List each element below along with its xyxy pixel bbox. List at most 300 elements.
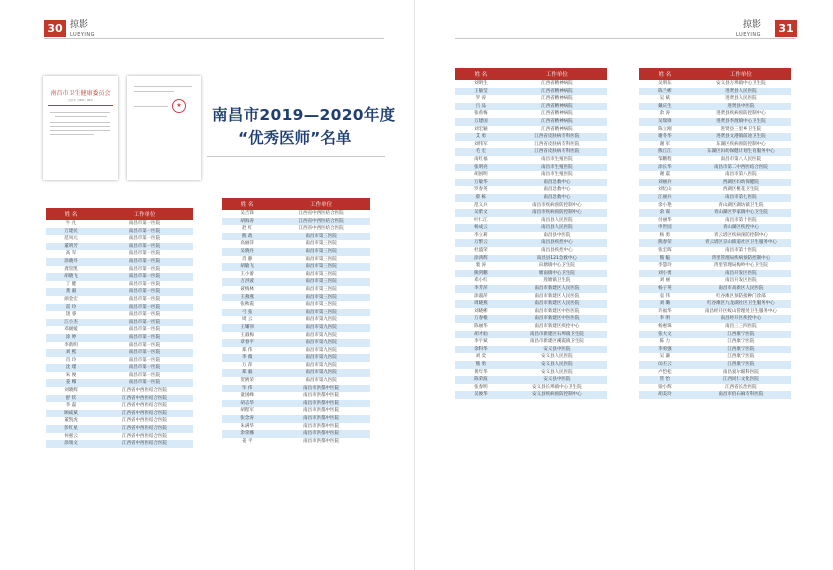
- title-rule: [207, 156, 385, 157]
- table-row: [455, 331, 607, 339]
- unit-cell: 红谷滩区预防接种门诊部: [691, 293, 791, 301]
- unit-cell: 安义县长埠镇中心卫生院: [507, 384, 607, 392]
- name-cell: 吕 品: [455, 103, 507, 111]
- unit-cell: 塘南镇中心卫生院: [507, 270, 607, 278]
- unit-cell: 江西省中西医结合医院: [96, 410, 193, 418]
- name-cell: 罗春英: [455, 186, 507, 194]
- name-cell: 董凯虎: [46, 417, 96, 425]
- header-unit: 工作单位: [96, 208, 193, 220]
- unit-cell: 湾里管理局梅岭中心卫生院: [691, 262, 791, 270]
- name-cell: 陈兰彬: [639, 88, 691, 96]
- name-cell: 刘 璐: [639, 300, 691, 308]
- unit-cell: 江西省精神病院: [507, 95, 607, 103]
- table-row: [46, 266, 193, 274]
- unit-cell: 南昌市第九医院: [272, 354, 370, 362]
- unit-cell: 东湖区妇幼保健计划生育服务中心: [691, 148, 791, 156]
- unit-cell: 南昌市第三医院: [272, 278, 370, 286]
- unit-cell: 南昌爱尔眼科医院: [691, 369, 791, 377]
- name-cell: 刘晓彬: [455, 308, 507, 316]
- table-row: [639, 270, 791, 278]
- section-subtitle: LUEYING: [70, 32, 95, 38]
- unit-cell: 进贤县李渡镇中心卫生院: [691, 118, 791, 126]
- table-row: [639, 315, 791, 323]
- table-row: [46, 387, 193, 395]
- name-cell: 胡国明: [455, 171, 507, 179]
- unit-cell: 江西省精神病院: [507, 126, 607, 134]
- table-row: [639, 262, 791, 270]
- name-cell: 熊春荣: [639, 239, 691, 247]
- table-row: [455, 277, 607, 285]
- text-line: [55, 116, 107, 117]
- unit-cell: 江西康宁医院: [691, 346, 791, 354]
- unit-cell: 进贤县中医院: [691, 103, 791, 111]
- name-cell: 涂鸿辉: [455, 255, 507, 263]
- name-cell: 陈荣波: [455, 376, 507, 384]
- name-cell: 李 明: [639, 315, 691, 323]
- page-number-badge: 31: [775, 20, 797, 37]
- name-cell: 闵丕云: [639, 361, 691, 369]
- name-cell: 万繁云: [455, 239, 507, 247]
- doctor-table-3: [455, 68, 607, 399]
- unit-cell: 南昌市第一医院: [96, 342, 193, 350]
- name-cell: 艾 勇: [455, 133, 507, 141]
- name-cell: 王淑梅: [222, 332, 272, 340]
- name-cell: 刘 丽: [639, 277, 691, 285]
- name-cell: 许福华: [639, 308, 691, 316]
- unit-cell: 江西省精神病院: [507, 103, 607, 111]
- table-row: [46, 379, 193, 387]
- name-cell: 刘小勇: [639, 270, 691, 278]
- table-row: [639, 217, 791, 225]
- unit-cell: 南昌市第一医院: [96, 364, 193, 372]
- name-cell: 姜 平: [222, 438, 272, 446]
- table-row: [46, 258, 193, 266]
- table-row: [46, 410, 193, 418]
- table-row: [46, 319, 193, 327]
- table-row: [455, 247, 607, 255]
- table-row: [46, 250, 193, 258]
- table-row: [222, 240, 370, 248]
- name-cell: 张秋霞: [222, 301, 272, 309]
- table-row: [46, 228, 193, 236]
- table-row: [639, 80, 791, 88]
- text-line: [50, 126, 110, 127]
- unit-cell: 南昌市第三医院: [272, 240, 370, 248]
- name-cell: 涂 婷: [46, 334, 96, 342]
- table-row: [455, 194, 607, 202]
- unit-cell: 南昌市第一医院: [96, 326, 193, 334]
- table-row: [222, 392, 370, 400]
- unit-cell: 南昌市第一医院: [96, 281, 193, 289]
- name-cell: 万洪波: [222, 278, 272, 286]
- table-row: [222, 369, 370, 377]
- unit-cell: 南昌市新建区人民医院: [507, 300, 607, 308]
- unit-cell: 南昌市第三医院: [272, 286, 370, 294]
- name-cell: 胡才仙: [455, 331, 507, 339]
- header-rule: [455, 38, 796, 39]
- unit-cell: 南昌市第九医院: [272, 362, 370, 370]
- table-row: [222, 400, 370, 408]
- unit-cell: 南昌市第一医院: [96, 349, 193, 357]
- table-row: [455, 126, 607, 134]
- name-cell: 谢冬华: [639, 133, 691, 141]
- text-line: [134, 106, 168, 107]
- unit-cell: 南昌市疾病预防控制中心: [507, 202, 607, 210]
- unit-cell: 南昌市第一医院: [96, 273, 193, 281]
- unit-cell: 南昌急救中心: [507, 179, 607, 187]
- name-cell: 吴瑞锋: [639, 118, 691, 126]
- table-row: [639, 194, 791, 202]
- name-cell: 吴明东: [639, 80, 691, 88]
- table-row: [639, 293, 791, 301]
- table-row: [222, 210, 370, 218]
- table-row: [222, 218, 370, 226]
- table-row: [46, 342, 193, 350]
- unit-cell: 南昌经开区疾控中心: [691, 315, 791, 323]
- unit-cell: 南昌市第十医院: [691, 247, 791, 255]
- name-cell: 姜 娜: [46, 379, 96, 387]
- table-row: [455, 315, 607, 323]
- table-row: [455, 239, 607, 247]
- name-cell: 王敏莹: [455, 88, 507, 96]
- table-row: [222, 423, 370, 431]
- name-cell: 戴庆生: [639, 103, 691, 111]
- name-cell: 谢 震: [639, 171, 691, 179]
- name-cell: 张春明: [455, 384, 507, 392]
- unit-cell: 江西省皮肤病专科医院: [507, 133, 607, 141]
- name-cell: 刘伟军: [455, 141, 507, 149]
- name-cell: 余小艳: [639, 202, 691, 210]
- unit-cell: 青山湖区疾控中心: [691, 224, 791, 232]
- table-row: [639, 331, 791, 339]
- unit-cell: 莲塘镇卫生院: [507, 277, 607, 285]
- text-line: [50, 122, 110, 123]
- unit-cell: 南昌市第一医院: [96, 357, 193, 365]
- name-cell: 刘宏颖: [455, 126, 507, 134]
- name-cell: 贺鸥荣: [222, 377, 272, 385]
- unit-cell: 江西省中西医结合医院: [96, 395, 193, 403]
- unit-cell: 青山湖区湖坊镇卫生院: [691, 202, 791, 210]
- name-cell: 张大文: [639, 331, 691, 339]
- name-cell: 涂长华: [639, 164, 691, 172]
- unit-cell: 南昌市第一医院: [96, 220, 193, 228]
- name-cell: 彭红星: [46, 425, 96, 433]
- name-cell: 余 涛: [639, 110, 691, 118]
- unit-cell: 湾里管理局疾病预防控制中心: [691, 255, 791, 263]
- name-cell: 李慧玲: [639, 262, 691, 270]
- table-row: [455, 80, 607, 88]
- table-row: [46, 311, 193, 319]
- unit-cell: 东湖区疾病预防控制中心: [691, 141, 791, 149]
- table-row: [46, 288, 193, 296]
- unit-cell: 南昌市第一医院: [96, 304, 193, 312]
- table-row: [639, 224, 791, 232]
- table-row: [639, 247, 791, 255]
- unit-cell: 南昌经开区蛟山管理处卫生服务中心: [691, 308, 791, 316]
- unit-cell: 南昌市佰石麻专科医院: [691, 391, 791, 399]
- unit-cell: 南昌市第八人民医院: [691, 156, 791, 164]
- letter-red-rule: [48, 105, 113, 106]
- name-cell: 罗 涛: [455, 95, 507, 103]
- name-cell: 付丽华: [639, 217, 691, 225]
- unit-cell: 南昌市洪都中医院: [272, 415, 370, 423]
- name-cell: 朱 俊: [46, 372, 96, 380]
- name-cell: 熊丘江: [639, 148, 691, 156]
- unit-cell: 南昌市第一医院: [96, 235, 193, 243]
- unit-cell: 南昌市第一医院: [96, 288, 193, 296]
- table-row: [639, 126, 791, 134]
- table-row: [455, 353, 607, 361]
- table-row: [455, 270, 607, 278]
- name-cell: 沈 瑾: [46, 364, 96, 372]
- name-cell: 王耀卯: [222, 324, 272, 332]
- name-cell: 周 云: [222, 316, 272, 324]
- name-cell: 袁 伟: [639, 293, 691, 301]
- page-number-badge: 30: [44, 20, 66, 37]
- unit-cell: 南昌市洪都中医院: [272, 400, 370, 408]
- table-row: [455, 164, 607, 172]
- name-cell: 李勇强: [639, 346, 691, 354]
- table-row: [639, 88, 791, 96]
- name-cell: 杨成云: [455, 224, 507, 232]
- table-row: [222, 233, 370, 241]
- name-cell: 胡程军: [222, 407, 272, 415]
- table-row: [455, 338, 607, 346]
- unit-cell: 南昌县121急救中心: [507, 255, 607, 263]
- unit-cell: 江西同仁文化医院: [691, 376, 791, 384]
- doctor-table-2: [222, 198, 370, 445]
- unit-cell: 进贤县文港镇前途卫生院: [691, 133, 791, 141]
- unit-cell: 南昌三三四医院: [691, 323, 791, 331]
- unit-cell: 南昌市新建区疾控中心: [507, 323, 607, 331]
- table-row: [455, 171, 607, 179]
- unit-cell: 江西省中西医结合医院: [96, 387, 193, 395]
- unit-cell: 南昌市生殖医院: [507, 171, 607, 179]
- name-cell: 赵 红: [222, 225, 272, 233]
- table-row: [46, 273, 193, 281]
- table-row: [455, 156, 607, 164]
- unit-cell: 江西康宁医院: [691, 353, 791, 361]
- doctor-table-4: [639, 68, 791, 399]
- table-row: [639, 118, 791, 126]
- table-row: [46, 296, 193, 304]
- left-page: [0, 0, 415, 570]
- unit-cell: 南昌市第一医院: [96, 311, 193, 319]
- table-row: [639, 156, 791, 164]
- unit-cell: 南昌市第十医院: [691, 217, 791, 225]
- unit-cell: 南昌市第三医院: [272, 309, 370, 317]
- name-cell: 章春平: [222, 339, 272, 347]
- unit-cell: 南昌市生殖医院: [507, 156, 607, 164]
- name-cell: 涂领文: [46, 440, 96, 448]
- unit-cell: 南昌市第九医院: [272, 347, 370, 355]
- name-cell: 邓媛媛: [46, 326, 96, 334]
- name-cell: 杨 勇: [639, 232, 691, 240]
- header-name: 姓 名: [639, 68, 691, 80]
- unit-cell: 南昌市第九医院: [272, 377, 370, 385]
- name-cell: 余科华: [455, 346, 507, 354]
- name-cell: 周晓燕: [455, 300, 507, 308]
- name-cell: 吴紫文: [455, 209, 507, 217]
- right-page: [417, 0, 833, 570]
- table-row: [455, 285, 607, 293]
- name-cell: 刘 奕: [455, 353, 507, 361]
- table-row: [46, 417, 193, 425]
- unit-cell: 红谷滩区九龙湖社区卫生服务中心: [691, 300, 791, 308]
- table-row: [639, 171, 791, 179]
- name-cell: 龚 毅: [46, 288, 96, 296]
- name-cell: 万建民: [46, 228, 96, 236]
- unit-cell: 南昌市第一医院: [96, 319, 193, 327]
- name-cell: 张明亮: [455, 164, 507, 172]
- unit-cell: 江西省中西医结合医院: [96, 402, 193, 410]
- unit-cell: 南昌市第九医院: [272, 369, 370, 377]
- unit-cell: 南昌市第九医院: [272, 324, 370, 332]
- name-cell: 刘 熙: [46, 349, 96, 357]
- unit-cell: 安义县疾病预防控制中心: [507, 391, 607, 399]
- table-row: [639, 232, 791, 240]
- header-rule: [44, 38, 384, 39]
- table-row: [46, 235, 193, 243]
- table-row: [222, 407, 370, 415]
- unit-cell: 安义县中医院: [507, 376, 607, 384]
- name-cell: 吴俊华: [455, 391, 507, 399]
- table-row: [455, 133, 607, 141]
- name-cell: 张念涛: [222, 415, 272, 423]
- name-cell: 杨子英: [639, 285, 691, 293]
- table-row: [455, 255, 607, 263]
- unit-cell: 江西省中西医结合医院: [272, 218, 370, 226]
- table-row: [222, 225, 370, 233]
- name-cell: 余 谋: [639, 209, 691, 217]
- table-row: [639, 285, 791, 293]
- unit-cell: 南昌市第一医院: [96, 334, 193, 342]
- name-cell: 蔡 栋: [455, 194, 507, 202]
- text-line: [50, 112, 110, 113]
- unit-cell: 南昌市第一医院: [96, 379, 193, 387]
- name-cell: 范凤元: [46, 235, 96, 243]
- unit-cell: 江西康宁医院: [691, 361, 791, 369]
- table-row: [455, 186, 607, 194]
- table-row: [46, 334, 193, 342]
- unit-cell: 南昌县中医院: [507, 232, 607, 240]
- table-row: [222, 263, 370, 271]
- table-row: [455, 346, 607, 354]
- unit-cell: 安义县人民医院: [507, 361, 607, 369]
- name-cell: 刘明生: [455, 80, 507, 88]
- unit-cell: 江西康宁医院: [691, 331, 791, 339]
- unit-cell: 江西省中西医结合医院: [96, 433, 193, 441]
- name-cell: 饶 睿: [46, 311, 96, 319]
- table-row: [455, 202, 607, 210]
- table-row: [222, 347, 370, 355]
- table-row: [639, 255, 791, 263]
- table-row: [222, 294, 370, 302]
- table-row: [46, 433, 193, 441]
- name-cell: 高 军: [46, 250, 96, 258]
- unit-cell: 南昌市第一医院: [96, 250, 193, 258]
- table-header-row: [46, 208, 193, 220]
- unit-cell: 南昌市第七医院: [691, 194, 791, 202]
- table-row: [639, 277, 791, 285]
- unit-cell: 江西省精神病院: [507, 80, 607, 88]
- unit-cell: 进贤县疾病预防控制中心: [691, 110, 791, 118]
- doctor-table-1: [46, 208, 193, 448]
- table-header-row: [222, 198, 370, 210]
- name-cell: 聂梅林: [222, 286, 272, 294]
- unit-cell: 南昌市疾病预防控制中心: [507, 209, 607, 217]
- name-cell: 张希梅: [455, 110, 507, 118]
- name-cell: 肖 玲: [46, 357, 96, 365]
- table-row: [455, 110, 607, 118]
- unit-cell: 南昌市第一医院: [96, 372, 193, 380]
- name-cell: 涂淑萍: [455, 293, 507, 301]
- name-cell: 卢恺松: [639, 369, 691, 377]
- unit-cell: 青山湖区罗家镇中心卫生院: [691, 209, 791, 217]
- table-row: [639, 384, 791, 392]
- unit-cell: 南昌县人民医院: [507, 224, 607, 232]
- unit-cell: 南昌市新建区石埠镇卫生院: [507, 331, 607, 339]
- table-row: [639, 103, 791, 111]
- table-row: [455, 384, 607, 392]
- unit-cell: 安义县中医院: [507, 346, 607, 354]
- table-row: [455, 88, 607, 96]
- table-row: [222, 286, 370, 294]
- name-cell: 顾咸斌: [46, 410, 96, 418]
- name-cell: 吴 斌: [639, 95, 691, 103]
- letter-doc-number: 洪卫字〔2021〕00号: [68, 99, 93, 102]
- name-cell: 万建国: [455, 118, 507, 126]
- table-row: [639, 133, 791, 141]
- unit-cell: 江西省精神病院: [507, 88, 607, 96]
- letter-org-name: 南昌市卫生健康委员会: [50, 90, 111, 97]
- table-row: [639, 308, 791, 316]
- name-cell: 舒 钦: [46, 395, 96, 403]
- table-row: [222, 316, 370, 324]
- unit-cell: 南昌市新建区中医医院: [507, 308, 607, 316]
- unit-cell: 南昌市洪都中医院: [272, 407, 370, 415]
- table-row: [222, 430, 370, 438]
- table-row: [639, 239, 791, 247]
- table-row: [222, 324, 370, 332]
- table-row: [222, 354, 370, 362]
- table-row: [222, 339, 370, 347]
- name-cell: 熊 政: [222, 233, 272, 241]
- table-row: [455, 118, 607, 126]
- name-cell: 郑 伟: [222, 347, 272, 355]
- name-cell: 丁 健: [46, 281, 96, 289]
- header-unit: 工作单位: [507, 68, 607, 80]
- table-header-row: [639, 68, 791, 80]
- running-header: [70, 20, 95, 40]
- unit-cell: 南昌市第一医院: [96, 296, 193, 304]
- unit-cell: 南昌开发区医院: [691, 277, 791, 285]
- table-row: [639, 353, 791, 361]
- unit-cell: 南昌市生殖医院: [507, 164, 607, 172]
- unit-cell: 南昌市第九医院: [272, 339, 370, 347]
- name-cell: 万 萍: [222, 362, 272, 370]
- name-cell: 朱满华: [222, 423, 272, 431]
- unit-cell: 南昌开发区医院: [691, 270, 791, 278]
- table-row: [46, 304, 193, 312]
- unit-cell: 南昌市洪都中医院: [272, 385, 370, 393]
- table-row: [639, 148, 791, 156]
- unit-cell: 江西省长治医院: [691, 384, 791, 392]
- name-cell: 胡志华: [222, 400, 272, 408]
- unit-cell: 江西省中西医结合医院: [272, 210, 370, 218]
- name-cell: 李 薇: [222, 354, 272, 362]
- name-cell: 邹鹏程: [639, 156, 691, 164]
